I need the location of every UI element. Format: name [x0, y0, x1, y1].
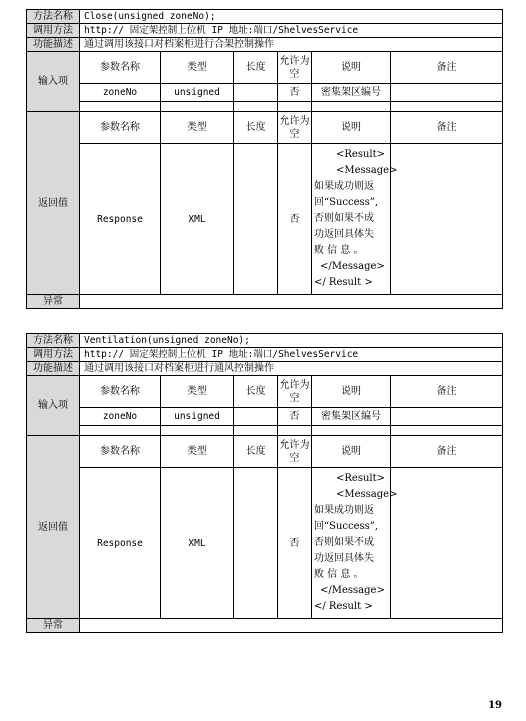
input-empty-cell: [278, 426, 312, 436]
input-empty-cell: [391, 426, 503, 436]
return-param-type: XML: [161, 468, 234, 619]
desc-line: 回“Success”,: [314, 521, 379, 532]
input-param-type: unsigned: [161, 84, 234, 102]
function-desc-label: 功能描述: [27, 362, 80, 376]
api-table-ventilation: [26, 333, 503, 633]
return-label: 返回值: [27, 436, 80, 619]
desc-line: </Message>: [320, 585, 385, 596]
return-param-name: Response: [80, 468, 161, 619]
input-header-type: 类型: [161, 376, 234, 408]
return-param-name: Response: [80, 144, 161, 295]
function-desc-value: 通过调用该接口对档案柜进行合架控制操作: [80, 38, 503, 52]
input-empty-cell: [161, 426, 234, 436]
return-param-remark: [391, 144, 503, 295]
input-header-type: 类型: [161, 52, 234, 84]
desc-line: <Result>: [336, 149, 385, 160]
return-header-length: 长度: [234, 112, 278, 144]
return-param-length: [234, 144, 278, 295]
call-method-value: http:// 固定架控制上位机 IP 地址:端口/ShelvesService: [80, 348, 503, 362]
input-param-length: [234, 84, 278, 102]
input-empty-cell: [391, 102, 503, 112]
method-name-label: 方法名称: [27, 10, 80, 24]
return-param-desc: [312, 468, 398, 619]
return-param-nullable: 否: [278, 144, 312, 295]
input-param-remark: [391, 84, 503, 102]
desc-line: 否则如果不成: [314, 213, 374, 224]
input-header-desc: 说明: [312, 376, 391, 408]
desc-line: 功返回具体失: [314, 229, 374, 240]
desc-line: </ Result >: [314, 277, 373, 288]
input-header-length: 长度: [234, 376, 278, 408]
input-empty-cell: [80, 102, 161, 112]
function-desc-label: 功能描述: [27, 38, 80, 52]
function-desc-value: 通过调用该接口对档案柜进行通风控制操作: [80, 362, 503, 376]
exception-label: 异常: [27, 295, 80, 309]
exception-value: [80, 619, 503, 633]
input-param-type: unsigned: [161, 408, 234, 426]
page-number: 19: [488, 700, 502, 711]
desc-line: <Message>: [336, 165, 398, 176]
input-param-remark: [391, 408, 503, 426]
desc-line: 如果成功则返: [314, 181, 374, 192]
input-label: 输入项: [27, 376, 80, 436]
return-header-nullable: 允许为空: [278, 436, 312, 468]
input-empty-cell: [312, 426, 391, 436]
return-param-desc: [312, 144, 398, 295]
desc-line: 回“Success”,: [314, 197, 379, 208]
exception-value: [80, 295, 503, 309]
return-header-name: 参数名称: [80, 112, 161, 144]
desc-line: <Result>: [336, 473, 385, 484]
return-header-desc: 说明: [312, 112, 391, 144]
desc-line: <Message>: [336, 489, 398, 500]
return-header-type: 类型: [161, 436, 234, 468]
input-param-desc: 密集架区编号: [312, 84, 391, 102]
api-table-close: [26, 9, 503, 309]
input-param-name: zoneNo: [80, 84, 161, 102]
desc-line: </ Result >: [314, 601, 373, 612]
input-param-desc: 密集架区编号: [312, 408, 391, 426]
return-param-nullable: 否: [278, 468, 312, 619]
input-empty-cell: [312, 102, 391, 112]
desc-line: 功返回具体失: [314, 553, 374, 564]
desc-line: 败 信 息 。: [314, 569, 364, 580]
return-header-name: 参数名称: [80, 436, 161, 468]
return-header-desc: 说明: [312, 436, 391, 468]
input-label: 输入项: [27, 52, 80, 112]
input-header-name: 参数名称: [80, 52, 161, 84]
input-param-name: zoneNo: [80, 408, 161, 426]
input-header-nullable: 允许为空: [278, 52, 312, 84]
input-header-name: 参数名称: [80, 376, 161, 408]
input-header-desc: 说明: [312, 52, 391, 84]
method-name-value: Ventilation(unsigned zoneNo);: [80, 334, 503, 348]
desc-line: 否则如果不成: [314, 537, 374, 548]
input-param-nullable: 否: [278, 84, 312, 102]
exception-label: 异常: [27, 619, 80, 633]
call-method-label: 调用方法: [27, 348, 80, 362]
method-name-value: Close(unsigned zoneNo);: [80, 10, 503, 24]
input-header-remark: 备注: [391, 376, 503, 408]
input-empty-cell: [80, 426, 161, 436]
input-empty-cell: [234, 102, 278, 112]
desc-line: 败 信 息 。: [314, 245, 364, 256]
input-param-nullable: 否: [278, 408, 312, 426]
method-name-label: 方法名称: [27, 334, 80, 348]
input-empty-cell: [234, 426, 278, 436]
input-empty-cell: [161, 102, 234, 112]
input-header-nullable: 允许为空: [278, 376, 312, 408]
call-method-label: 调用方法: [27, 24, 80, 38]
input-param-length: [234, 408, 278, 426]
input-empty-cell: [278, 102, 312, 112]
call-method-value: http:// 固定架控制上位机 IP 地址:端口/ShelvesService: [80, 24, 503, 38]
return-header-type: 类型: [161, 112, 234, 144]
return-param-remark: [391, 468, 503, 619]
return-label: 返回值: [27, 112, 80, 295]
return-header-length: 长度: [234, 436, 278, 468]
input-header-length: 长度: [234, 52, 278, 84]
desc-line: </Message>: [320, 261, 385, 272]
return-param-length: [234, 468, 278, 619]
return-header-remark: 备注: [391, 112, 503, 144]
return-header-remark: 备注: [391, 436, 503, 468]
return-param-type: XML: [161, 144, 234, 295]
return-header-nullable: 允许为空: [278, 112, 312, 144]
input-header-remark: 备注: [391, 52, 503, 84]
desc-line: 如果成功则返: [314, 505, 374, 516]
